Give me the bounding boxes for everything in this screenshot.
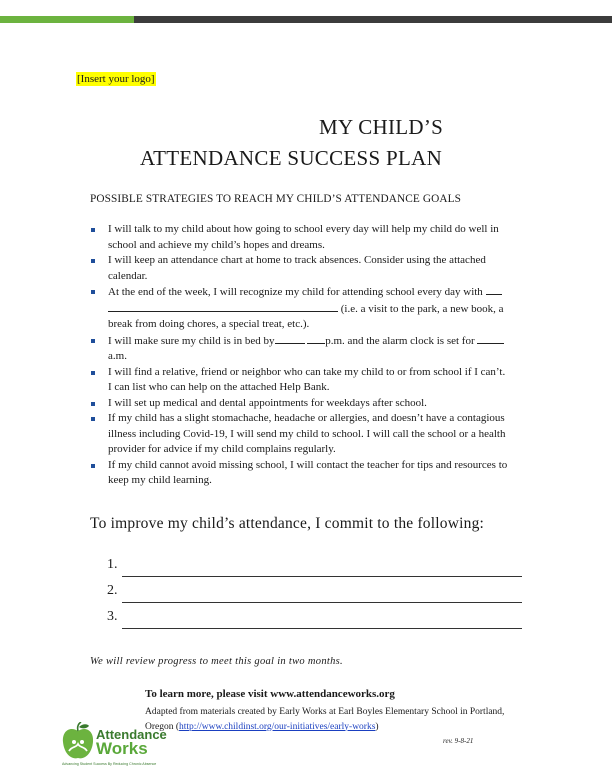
strategy-text: p.m. and the alarm clock is set for (325, 334, 475, 347)
bullet-icon (91, 417, 95, 421)
strategy-text: At the end of the week, I will recognize my child for attending school every day with (108, 286, 483, 298)
bullet-icon (91, 339, 95, 343)
commit-line-2[interactable] (122, 602, 522, 603)
strategy-item (90, 365, 525, 396)
logo-text-attendance: Attendance (96, 727, 167, 742)
strategies-subheading: POSSIBLE STRATEGIES TO REACH MY CHILD’S ATTENDANCE GOALS (90, 193, 461, 205)
learn-more-text: To learn more, please visit www.attendanceworks.org (145, 688, 395, 700)
commit-number: 2. (107, 583, 118, 598)
commit-number: 3. (107, 609, 118, 624)
adapted-close: ) (375, 721, 379, 732)
title-line-2: ATTENDANCE SUCCESS PLAN (140, 146, 443, 170)
title-line-1: MY CHILD’S (319, 115, 444, 139)
logo-placeholder: [Insert your logo] (77, 73, 155, 85)
bullet-icon (91, 290, 95, 294)
logo-text-works: Works (96, 739, 148, 758)
bedtime-blank-field-2[interactable] (307, 333, 325, 344)
bullet-icon (91, 402, 95, 406)
strategy-text: I can list who can help on the attached Help Bank. (108, 381, 330, 393)
bullet-icon (91, 464, 95, 468)
adapted-credit (145, 705, 505, 734)
strategy-text: I will set up medical and dental appointments for weekdays after school. (108, 396, 427, 409)
commit-line-3[interactable] (122, 628, 522, 629)
strategy-item (90, 411, 525, 458)
bullet-icon (91, 371, 95, 375)
strategy-item (90, 284, 525, 333)
strategy-text: I will keep an attendance chart at home to track absences. Consider using the attached calendar. (108, 254, 486, 282)
strategy-list (90, 222, 525, 489)
strategy-item (90, 333, 525, 365)
adapted-text: Adapted from materials created by Early Works at Earl Boyles Elementary School in Portland, Oregon ( (145, 707, 505, 732)
strategy-text: If my child cannot avoid missing school, I will contact the teacher for tips and resources to keep my child learning. (108, 458, 508, 486)
bullet-icon (91, 228, 95, 232)
strategy-item (90, 396, 525, 412)
review-note: We will review progress to meet this goal in two months. (90, 656, 343, 667)
strategy-item (90, 253, 525, 284)
strategy-text: If my child has a slight stomachache, headache or allergies, and doesn’t have a contagious illness including Covid-19, I will send my child to school. I will call the school or a health provider for advice if my child complains regularly. (108, 412, 506, 455)
bullet-icon (91, 259, 95, 263)
commit-number: 1. (107, 557, 118, 572)
strategy-text: I will talk to my child about how going to school every day will help my child do well in school and achieve my child’s hopes and dreams. (108, 223, 499, 251)
commit-line-1[interactable] (122, 576, 522, 577)
alarm-blank-field[interactable] (477, 333, 504, 344)
strategy-item (90, 458, 525, 489)
header-dark-bar (134, 16, 612, 23)
apple-icon (60, 722, 96, 762)
reward-blank-field-2[interactable] (108, 301, 338, 312)
commit-heading: To improve my child’s attendance, I commit to the following: (90, 515, 485, 532)
early-works-link[interactable]: http://www.childinst.org/our-initiatives/early-works (179, 721, 376, 732)
strategy-text: I will find a relative, friend or neighbor who can take my child to or from school if I can’t. (108, 365, 506, 378)
strategy-text: a.m. (108, 350, 127, 362)
strategy-text: I will make sure my child is in bed by (108, 334, 275, 347)
strategy-text: (i.e. a visit to the park, a new book, a break from doing chores, a special treat, etc.). (108, 302, 504, 330)
reward-blank-field[interactable] (486, 284, 502, 295)
strategy-item (90, 222, 525, 253)
logo-tagline: Advancing Student Success By Reducing Chronic Absence (62, 762, 157, 766)
bedtime-blank-field[interactable] (275, 333, 305, 344)
attendance-works-logo (60, 722, 170, 774)
revision-date: rev. 9-8-21 (443, 737, 474, 745)
